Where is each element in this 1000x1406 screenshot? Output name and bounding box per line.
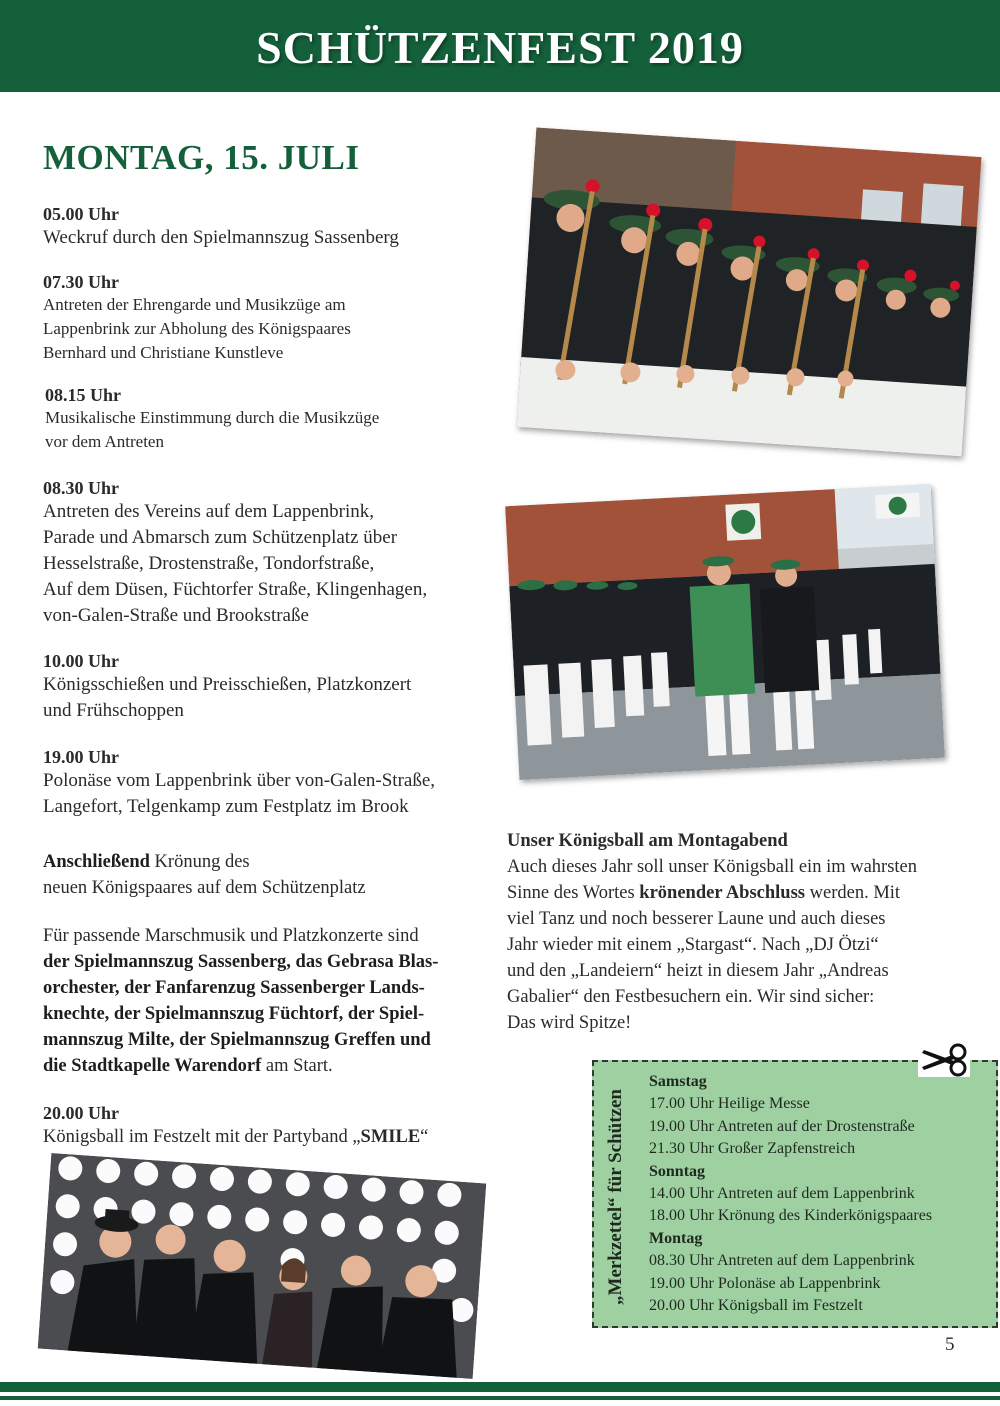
photo-parade-street — [505, 484, 945, 780]
reminder-item: 18.00 Uhr Krönung des Kinderkönigspaares — [649, 1207, 933, 1225]
reminder-item: 19.00 Uhr Polonäse ab Lappenbrink — [649, 1274, 881, 1292]
reminder-list — [649, 1071, 932, 1317]
ball-line: Jahr wieder mit einem „Stargast“. Nach „DJ Ötzi“ — [507, 935, 879, 955]
reminder-item: 08.30 Uhr Antreten auf dem Lappenbrink — [649, 1252, 915, 1270]
event-line: Lappenbrink zur Abholung des Königspaares — [43, 319, 351, 338]
ball-paragraph — [507, 828, 957, 1036]
event-0730 — [43, 271, 503, 365]
event-1900 — [43, 746, 503, 820]
event-line: Langefort, Telgenkamp zum Festplatz im Brook — [43, 796, 409, 817]
footer-line — [0, 1396, 1000, 1400]
reminder-title: „Merkzettel“ für Schützen — [605, 1089, 627, 1305]
scissors-icon — [918, 1043, 970, 1077]
event-2000 — [43, 1102, 503, 1150]
music-paragraph — [43, 923, 483, 1079]
event-time: 08.15 Uhr — [45, 385, 121, 405]
footer-bar — [0, 1382, 1000, 1392]
ball-line: werden. Mit — [805, 883, 901, 903]
event-line: von-Galen-Straße und Brookstraße — [43, 605, 309, 626]
crowning-paragraph — [43, 849, 483, 901]
ball-line: Gabalier“ den Festbesuchern ein. Wir sind sicher: — [507, 987, 875, 1007]
ball-title: Unser Königsball am Montagabend — [507, 831, 788, 851]
event-line: Auf dem Düsen, Füchtorfer Straße, Klingenhagen, — [43, 579, 428, 600]
event-0815 — [45, 384, 505, 454]
reminder-box — [592, 1060, 998, 1328]
ball-line: Das wird Spitze! — [507, 1013, 632, 1033]
reminder-day: Sonntag — [649, 1162, 706, 1180]
band-name: SMILE — [360, 1127, 421, 1147]
reminder-item: 14.00 Uhr Antreten auf dem Lappenbrink — [649, 1185, 915, 1203]
photo-party-band — [38, 1153, 487, 1379]
event-time: 10.00 Uhr — [43, 651, 119, 671]
event-1000 — [43, 650, 503, 724]
event-0500 — [43, 203, 503, 251]
event-time: 05.00 Uhr — [43, 204, 119, 224]
reminder-side-title — [600, 1072, 632, 1322]
music-bands: der Spielmannszug Sassenberg, das Gebrasa Blas- — [43, 952, 439, 972]
event-time: 08.30 Uhr — [43, 478, 119, 498]
reminder-day: Montag — [649, 1229, 703, 1247]
crowning-bold: Anschließend — [43, 852, 150, 872]
event-line: Parade und Abmarsch zum Schützenplatz über — [43, 527, 398, 548]
event-line: und Frühschoppen — [43, 700, 184, 721]
reminder-item: 21.30 Uhr Großer Zapfenstreich — [649, 1140, 856, 1158]
event-line: Antreten des Vereins auf dem Lappenbrink, — [43, 501, 374, 522]
day-title: MONTAG, 15. JULI — [43, 138, 360, 177]
reminder-item: 20.00 Uhr Königsball im Festzelt — [649, 1297, 863, 1315]
event-line: Königsschießen und Preisschießen, Platzkonzert — [43, 674, 412, 695]
event-line: Hesselstraße, Drostenstraße, Tondorfstraße, — [43, 553, 375, 574]
page-title: SCHÜTZENFEST 2019 — [256, 22, 744, 73]
ball-highlight: krönender Abschluss — [639, 883, 805, 903]
event-line: Musikalische Einstimmung durch die Musikzüge — [45, 408, 380, 427]
ball-line: und den „Landeiern“ heizt in diesem Jahr „Andreas — [507, 961, 889, 981]
ball-line: Sinne des Wortes — [507, 883, 640, 903]
event-time: 07.30 Uhr — [43, 272, 119, 292]
reminder-item: 17.00 Uhr Heilige Messe — [649, 1095, 810, 1113]
music-bands: mannszug Milte, der Spielmannszug Greffen und — [43, 1030, 431, 1050]
music-intro: Für passende Marschmusik und Platzkonzerte sind — [43, 926, 419, 946]
event-time: 19.00 Uhr — [43, 747, 119, 767]
crowning-text: Krönung des — [149, 852, 250, 872]
event-line: Polonäse vom Lappenbrink über von-Galen-Straße, — [43, 770, 436, 791]
crowning-line2: neuen Königspaares auf dem Schützenplatz — [43, 878, 366, 898]
music-outro: am Start. — [261, 1056, 333, 1076]
event-line: vor dem Antreten — [45, 432, 164, 451]
ball-line: viel Tanz und noch besserer Laune und auch dieses — [507, 909, 886, 929]
ball-line: Auch dieses Jahr soll unser Königsball ein im wahrsten — [507, 857, 918, 877]
music-bands: knechte, der Spielmannszug Füchtorf, der Spiel- — [43, 1004, 425, 1024]
event-line — [43, 1124, 503, 1150]
photo-marching-shooters — [517, 128, 982, 457]
event-line: Antreten der Ehrengarde und Musikzüge am — [43, 295, 346, 314]
page-header — [0, 0, 1000, 92]
music-bands-last: die Stadtkapelle Warendorf — [43, 1056, 262, 1076]
reminder-item: 19.00 Uhr Antreten auf der Drostenstraße — [649, 1117, 915, 1135]
event-line: Weckruf durch den Spielmannszug Sassenberg — [43, 227, 399, 248]
evening-text: Königsball im Festzelt mit der Partyband „ — [43, 1127, 361, 1147]
event-0830 — [43, 477, 503, 629]
music-bands: orchester, der Fanfarenzug Sassenberger Lands- — [43, 978, 425, 998]
reminder-day: Samstag — [649, 1073, 707, 1090]
event-time: 20.00 Uhr — [43, 1103, 119, 1123]
event-line: Bernhard und Christiane Kunstleve — [43, 343, 284, 362]
evening-close: “ — [420, 1127, 429, 1147]
page-number: 5 — [945, 1334, 955, 1355]
